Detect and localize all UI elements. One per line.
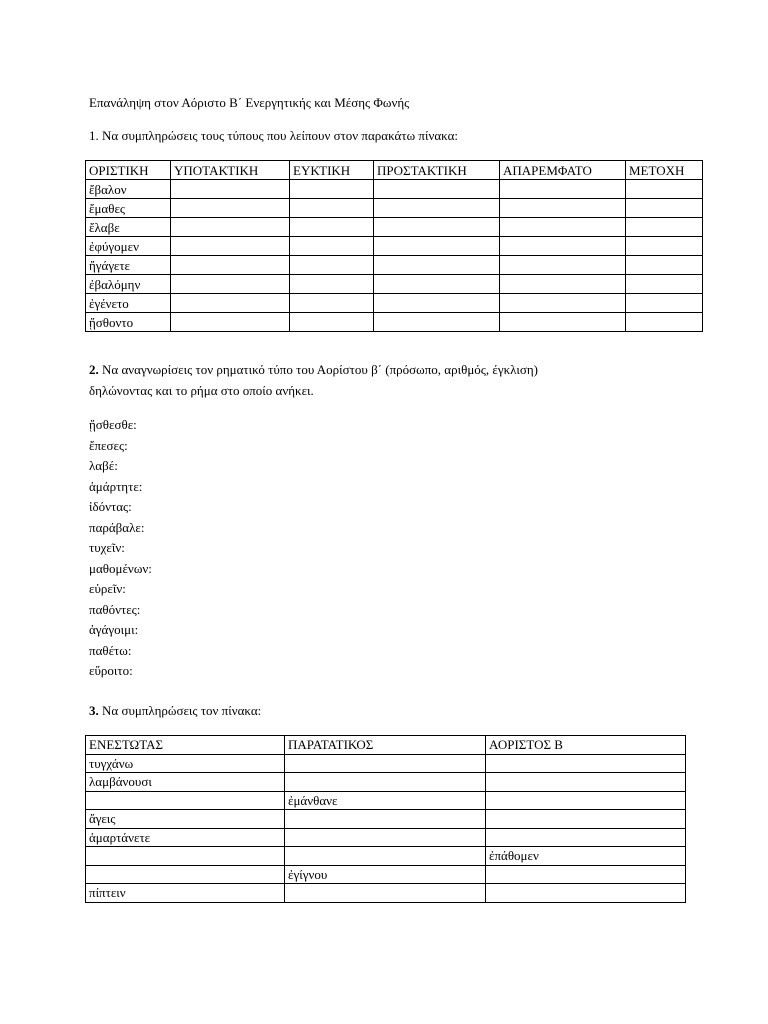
blank-cell[interactable]	[374, 275, 500, 294]
blank-cell[interactable]	[171, 237, 290, 256]
blank-cell[interactable]	[500, 275, 626, 294]
list-item[interactable]: ἁμάρτητε:	[89, 478, 143, 494]
blank-cell[interactable]	[171, 313, 290, 332]
col-header: ΜΕΤΟΧΗ	[626, 161, 703, 180]
table-cell[interactable]	[486, 884, 686, 903]
blank-cell[interactable]	[374, 313, 500, 332]
blank-cell[interactable]	[290, 180, 374, 199]
table-header-row	[86, 736, 686, 755]
row-verb: ἔβαλον	[86, 180, 171, 199]
row-verb: ἐγένετο	[86, 294, 171, 313]
col-header: ΕΥΚΤΙΚΗ	[290, 161, 374, 180]
table-row	[86, 884, 686, 903]
blank-cell[interactable]	[374, 180, 500, 199]
table-row	[86, 865, 686, 884]
table-cell[interactable]	[86, 847, 285, 866]
blank-cell[interactable]	[500, 199, 626, 218]
list-item[interactable]: ἀγάγοιμι:	[89, 622, 139, 637]
list-item[interactable]: ἔπεσες:	[89, 437, 128, 453]
section3-prompt-text: Να συμπληρώσεις τον πίνακα:	[98, 703, 262, 718]
table-row	[86, 256, 703, 275]
table-row	[86, 847, 686, 866]
blank-cell[interactable]	[626, 218, 703, 237]
list-item[interactable]: εὕροιτο:	[89, 663, 133, 678]
row-verb: ἔλαβε	[86, 218, 171, 237]
table-row	[86, 294, 703, 313]
blank-cell[interactable]	[500, 256, 626, 275]
section2-prompt-line2: δηλώνοντας και το ρήμα στο οποίο ανήκει.	[89, 383, 314, 398]
blank-cell[interactable]	[626, 313, 703, 332]
row-verb: ἐβαλόμην	[86, 275, 171, 294]
table-cell: ἐγίγνου	[285, 865, 486, 884]
blank-cell[interactable]	[626, 199, 703, 218]
tense-table	[85, 735, 686, 903]
blank-cell[interactable]	[374, 218, 500, 237]
blank-cell[interactable]	[374, 199, 500, 218]
table-row	[86, 773, 686, 792]
row-verb: ἐφύγομεν	[86, 237, 171, 256]
section1-prompt: 1. Να συμπληρώσεις τους τύπους που λείπουν στον παρακάτω πίνακα:	[89, 128, 458, 143]
blank-cell[interactable]	[500, 180, 626, 199]
section3-prompt	[89, 703, 261, 719]
blank-cell[interactable]	[290, 199, 374, 218]
blank-cell[interactable]	[171, 218, 290, 237]
table-cell: πίπτειν	[86, 884, 285, 903]
blank-cell[interactable]	[290, 218, 374, 237]
list-item[interactable]: ᾔσθεσθε:	[89, 417, 137, 432]
table-cell[interactable]	[486, 828, 686, 847]
table-cell[interactable]	[285, 773, 486, 792]
table-row	[86, 180, 703, 199]
table-cell[interactable]	[285, 884, 486, 903]
table-row	[86, 754, 686, 773]
section3-number: 3.	[89, 703, 99, 718]
blank-cell[interactable]	[500, 294, 626, 313]
table-row	[86, 199, 703, 218]
blank-cell[interactable]	[626, 180, 703, 199]
identification-list	[89, 415, 152, 682]
blank-cell[interactable]	[374, 237, 500, 256]
list-item[interactable]: παθόντες:	[89, 601, 141, 617]
list-item[interactable]: παράβαλε:	[89, 519, 145, 535]
table-cell: ἁμαρτάνετε	[86, 828, 285, 847]
table-row	[86, 237, 703, 256]
blank-cell[interactable]	[290, 313, 374, 332]
blank-cell[interactable]	[171, 199, 290, 218]
list-item[interactable]: μαθομένων:	[89, 560, 152, 576]
blank-cell[interactable]	[626, 294, 703, 313]
table-row	[86, 218, 703, 237]
conjugation-table	[85, 160, 703, 332]
blank-cell[interactable]	[500, 313, 626, 332]
blank-cell[interactable]	[626, 275, 703, 294]
col-header: ΠΡΟΣΤΑΚΤΙΚΗ	[374, 161, 500, 180]
blank-cell[interactable]	[171, 275, 290, 294]
list-item[interactable]: παθέτω:	[89, 642, 132, 658]
table-cell[interactable]	[486, 754, 686, 773]
blank-cell[interactable]	[290, 275, 374, 294]
blank-cell[interactable]	[374, 294, 500, 313]
table-header-row	[86, 161, 703, 180]
blank-cell[interactable]	[290, 256, 374, 275]
blank-cell[interactable]	[500, 218, 626, 237]
blank-cell[interactable]	[171, 180, 290, 199]
col-header: ΑΠΑΡΕΜΦΑΤΟ	[500, 161, 626, 180]
table-cell[interactable]	[285, 754, 486, 773]
row-verb: ᾔσθοντο	[86, 313, 171, 332]
table-row	[86, 810, 686, 829]
list-item[interactable]: τυχεῖν:	[89, 540, 125, 555]
table-cell[interactable]	[486, 773, 686, 792]
col-header: ΥΠΟΤΑΚΤΙΚΗ	[171, 161, 290, 180]
blank-cell[interactable]	[290, 237, 374, 256]
table-cell[interactable]	[486, 865, 686, 884]
col-header: ΑΟΡΙΣΤΟΣ Β	[486, 736, 686, 755]
col-header: ΕΝΕΣΤΩΤΑΣ	[86, 736, 285, 755]
blank-cell[interactable]	[290, 294, 374, 313]
col-header: ΟΡΙΣΤΙΚΗ	[86, 161, 171, 180]
table-cell[interactable]	[285, 828, 486, 847]
table-cell[interactable]	[86, 791, 285, 810]
row-verb: ἔμαθες	[86, 199, 171, 218]
table-cell[interactable]	[486, 791, 686, 810]
page-title: Επανάληψη στον Αόριστο Β΄ Ενεργητικής και Μέσης Φωνής	[89, 95, 410, 110]
blank-cell[interactable]	[171, 294, 290, 313]
table-row	[86, 275, 703, 294]
col-header: ΠΑΡΑΤΑΤΙΚΟΣ	[285, 736, 486, 755]
blank-cell[interactable]	[626, 256, 703, 275]
table-row	[86, 828, 686, 847]
table-row	[86, 313, 703, 332]
table-cell: λαμβάνουσι	[86, 773, 285, 792]
section2-number: 2.	[89, 362, 99, 377]
row-verb: ἤγάγετε	[86, 256, 171, 275]
blank-cell[interactable]	[171, 256, 290, 275]
list-item[interactable]: εὑρεῖν:	[89, 581, 126, 596]
table-cell: ἄγεις	[86, 810, 285, 829]
section2-prompt-line1	[89, 362, 538, 378]
section2-prompt-text: Να αναγνωρίσεις τον ρηματικό τύπο του Αορίστου β΄ (πρόσωπο, αριθμός, έγκλιση)	[98, 362, 538, 377]
table-cell[interactable]	[285, 847, 486, 866]
table-cell[interactable]	[486, 810, 686, 829]
blank-cell[interactable]	[374, 256, 500, 275]
table-cell: τυγχάνω	[86, 754, 285, 773]
blank-cell[interactable]	[500, 237, 626, 256]
table-row	[86, 791, 686, 810]
table-cell[interactable]	[285, 810, 486, 829]
list-item[interactable]: ἰδόντας:	[89, 499, 132, 514]
table-cell[interactable]	[86, 865, 285, 884]
table-cell: ἐμάνθανε	[285, 791, 486, 810]
table-cell: ἐπάθομεν	[486, 847, 686, 866]
list-item[interactable]: λαβέ:	[89, 458, 118, 473]
blank-cell[interactable]	[626, 237, 703, 256]
